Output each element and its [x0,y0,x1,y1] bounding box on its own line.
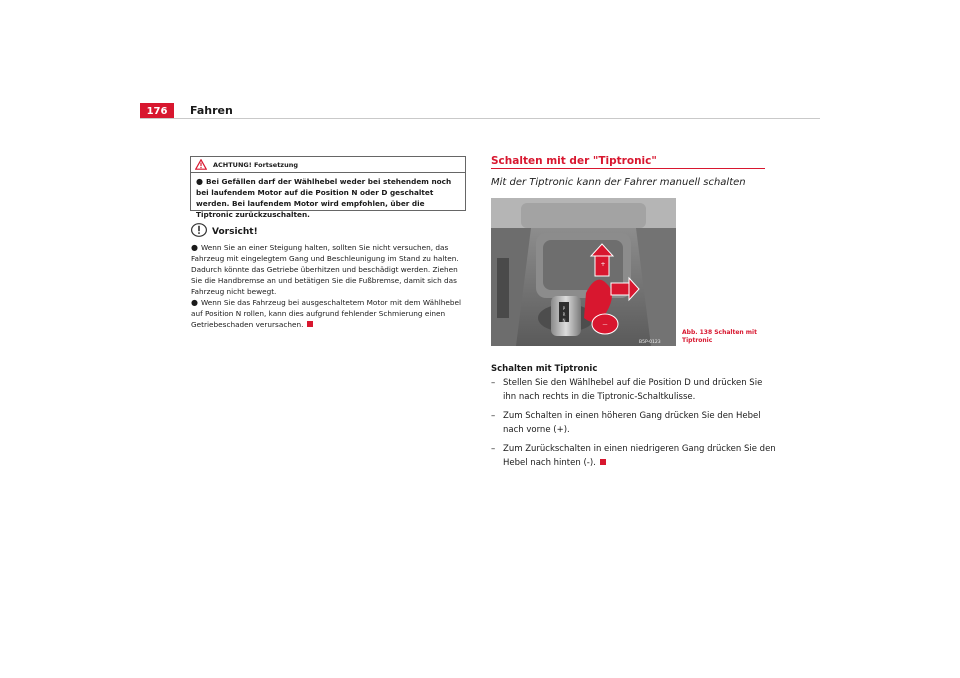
step-text: Zum Zurückschalten in einen niedrigeren Gang drücken Sie den Hebel nach hinten (-). [503,444,776,468]
caution-exclamation-icon [191,222,207,241]
svg-text:—: — [602,322,608,328]
warning-text-block [191,173,465,220]
header-divider [140,118,820,119]
figure-code: B5P-0123 [639,340,661,345]
dash-icon: – [491,444,496,454]
page-header-title: Fahren [190,104,233,117]
section-title: Schalten mit der "Tiptronic" [491,155,657,167]
bullet-icon: ● [196,177,203,186]
svg-text:R: R [562,312,566,317]
step-item [491,443,776,470]
section-subtitle: Mit der Tiptronic kann der Fahrer manuell schalten [491,177,746,188]
dash-icon: – [491,378,496,388]
warning-header [191,157,465,173]
step-text: Zum Schalten in einen höheren Gang drücken Sie den Hebel nach vorne (+). [503,411,761,435]
svg-text:P: P [562,306,566,311]
steps-title: Schalten mit Tiptronic [491,364,598,374]
caution-item [191,242,467,297]
step-item [491,377,776,404]
end-mark-icon [600,459,606,465]
step-text-with-end [503,443,776,470]
step-item [491,410,776,437]
tiptronic-figure [491,198,676,346]
warning-title: ACHTUNG! Fortsetzung [213,160,298,169]
caution-item [191,297,467,330]
steps-list [491,377,776,476]
section-title-rule [491,168,765,169]
svg-text:+: + [600,261,606,268]
tiptronic-illustration [491,198,676,346]
warning-text: Bei Gefällen darf der Wählhebel weder bei stehendem noch bei laufendem Motor auf die Position N oder D geschaltet werden. Bei laufendem Motor wird empfohlen, über die Tiptronic zurückzuschalten. [196,177,452,219]
figure-caption: Abb. 138 Schalten mit Tiptronic [682,329,757,344]
warning-triangle-icon [195,159,207,170]
caution-header [191,222,258,241]
svg-text:N: N [562,318,566,323]
page-number: 176 [140,103,174,119]
caution-body [191,242,467,330]
step-text: Stellen Sie den Wählhebel auf die Position D und drücken Sie ihn nach rechts in die Tiptronic-Schaltkulisse. [503,378,763,402]
warning-box [190,156,466,219]
caution-item-text: Wenn Sie das Fahrzeug bei ausgeschaltetem Motor mit dem Wählhebel auf Position N rollen, kann dies aufgrund fehlender Schmierung einen Getriebeschaden verursachen. [191,298,461,329]
bullet-icon: ● [191,298,198,307]
caution-item-text: Wenn Sie an einer Steigung halten, sollten Sie nicht versuchen, das Fahrzeug mit eingelegtem Gang und Beschleunigung im Stand zu halten. Dadurch könnte das Getriebe überhitzen und beschädigt werden. Ziehen Sie die Handbremse an und betätigen Sie die Fußbremse, damit sich das Fahrzeug nicht bewegt. [191,243,459,296]
end-mark-icon [307,321,313,327]
caution-title: Vorsicht! [212,226,258,237]
dash-icon: – [491,411,496,421]
bullet-icon: ● [191,243,198,252]
